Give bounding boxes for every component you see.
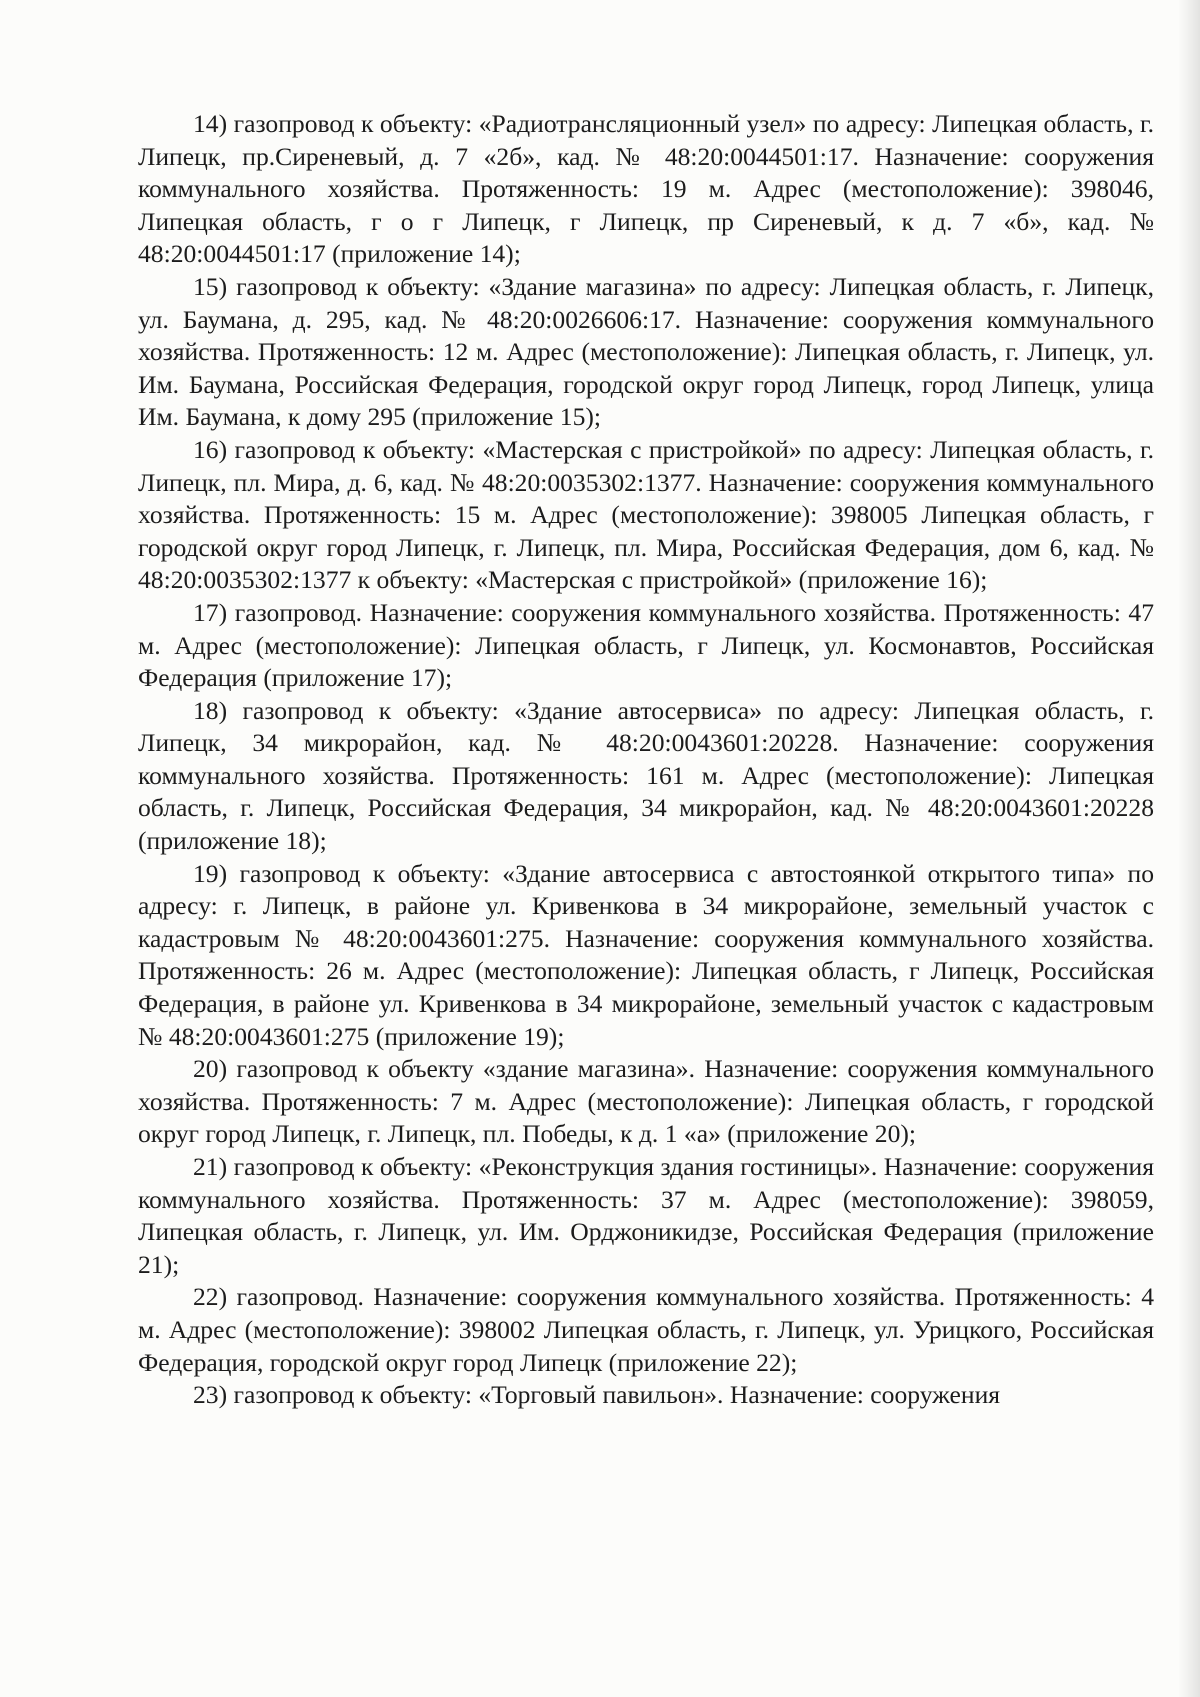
list-item-23: 23) газопровод к объекту: «Торговый павильон». Назначение: сооружения bbox=[193, 1380, 1001, 1410]
list-item-17: 17) газопровод. Назначение: сооружения коммунального хозяйства. Протяженность: 47 м. Адрес (местоположение): Липецкая область, г Липецк, ул. Космонавтов, Российская Федерация (приложение 17); bbox=[138, 597, 1154, 693]
list-item-16: 16) газопровод к объекту: «Мастерская с пристройкой» по адресу: Липецкая область, г. Липецк, пл. Мира, д. 6, кад. № 48:20:0035302:1377. Назначение: сооружения коммунального хозяйства. Протяженность: 15 м. Адрес (местоположение): 398005 Липецкая область, г городской округ город Липецк, г. Липецк, пл. Мира, Российская Федерация, дом 6, кад. № 48:20:0035302:1377 к объекту: «Мастерская с пристройкой» (приложение 16); bbox=[138, 434, 1154, 595]
list-item-18: 18) газопровод к объекту: «Здание автосервиса» по адресу: Липецкая область, г. Липецк, 34 микрорайон, кад. № 48:20:0043601:20228. Назначение: сооружения коммунального хозяйства. Протяженность: 161 м. Адрес (местоположение): Липецкая область, г. Липецк, Российская Федерация, 34 микрорайон, кад. № 48:20:0043601:20228 (приложение 18); bbox=[138, 695, 1154, 856]
list-item-21: 21) газопровод к объекту: «Реконструкция здания гостиницы». Назначение: сооружения коммунального хозяйства. Протяженность: 37 м. Адрес (местоположение): 398059, Липецкая область, г. Липецк, ул. Им. Орджоникидзе, Российская Федерация (приложение 21); bbox=[138, 1152, 1154, 1279]
list-item-14: 14) газопровод к объекту: «Радиотрансляционный узел» по адресу: Липецкая область, г. Липецк, пр.Сиреневый, д. 7 «2б», кад. № 48:20:0044501:17. Назначение: сооружения коммунального хозяйства. Протяженность: 19 м. Адрес (местоположение): 398046, Липецкая область, г о г Липецк, г Липецк, пр Сиреневый, к д. 7 «б», кад. № 48:20:0044501:17 (приложение 14); bbox=[138, 109, 1154, 269]
list-item-19: 19) газопровод к объекту: «Здание автосервиса с автостоянкой открытого типа» по адресу: г. Липецк, в районе ул. Кривенкова в 34 микрорайоне, земельный участок с кадастровым № 48:20:0043601:275. Назначение: сооружения коммунального хозяйства. Протяженность: 26 м. Адрес (местоположение): Липецкая область, г Липецк, Российская Федерация, в районе ул. Кривенкова в 34 микрорайоне, земельный участок с кадастровым № 48:20:0043601:275 (приложение 19); bbox=[138, 858, 1154, 1051]
document-body bbox=[138, 108, 1154, 1412]
list-item-22: 22) газопровод. Назначение: сооружения коммунального хозяйства. Протяженность: 4 м. Адрес (местоположение): 398002 Липецкая область, г. Липецк, ул. Урицкого, Российская Федерация, городской округ город Липецк (приложение 22); bbox=[138, 1282, 1154, 1377]
list-item-20: 20) газопровод к объекту «здание магазина». Назначение: сооружения коммунального хозяйства. Протяженность: 7 м. Адрес (местоположение): Липецкая область, г городской округ город Липецк, г. Липецк, пл. Победы, к д. 1 «а» (приложение 20); bbox=[138, 1054, 1154, 1149]
list-item-15: 15) газопровод к объекту: «Здание магазина» по адресу: Липецкая область, г. Липецк, ул. Баумана, д. 295, кад. № 48:20:0026606:17. Назначение: сооружения коммунального хозяйства. Протяженность: 12 м. Адрес (местоположение): Липецкая область, г. Липецк, ул. Им. Баумана, Российская Федерация, городской округ город Липецк, город Липецк, улица Им. Баумана, к дому 295 (приложение 15); bbox=[138, 271, 1154, 432]
scan-shadow-edge bbox=[1178, 0, 1200, 1697]
